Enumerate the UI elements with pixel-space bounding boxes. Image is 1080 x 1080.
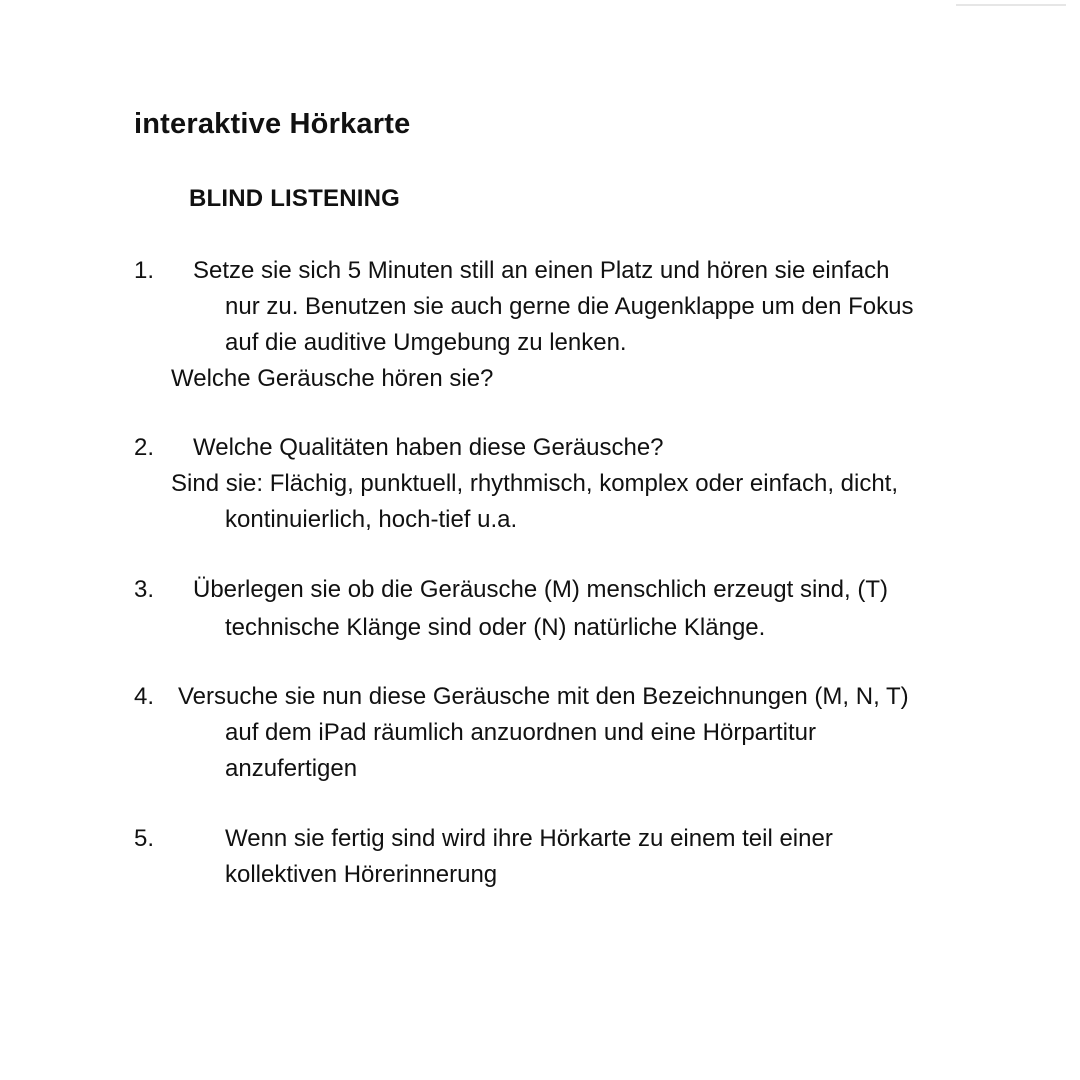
item-2-line-2: Sind sie: Flächig, punktuell, rhythmisch, komplex oder einfach, dicht, (171, 470, 899, 497)
item-3-line-1: Überlegen sie ob die Geräusche (M) menschlich erzeugt sind, (T) (193, 576, 888, 603)
item-4-line-3: anzufertigen (225, 755, 358, 782)
corner-mark (956, 0, 1066, 6)
item-1-line-1: Setze sie sich 5 Minuten still an einen Platz und hören sie einfach (193, 257, 890, 284)
item-1-line-3: auf die auditive Umgebung zu lenken. (225, 329, 627, 356)
item-5-number: 5. (134, 825, 155, 852)
item-1-number: 1. (134, 257, 155, 284)
item-5-line-1: Wenn sie fertig sind wird ihre Hörkarte zu einem teil einer (225, 825, 833, 852)
item-4-number: 4. (134, 683, 155, 710)
item-2-number: 2. (134, 434, 155, 461)
item-3-line-2: technische Klänge sind oder (N) natürliche Klänge. (225, 614, 766, 641)
item-3-number: 3. (134, 576, 155, 603)
item-1-line-2: nur zu. Benutzen sie auch gerne die Augenklappe um den Fokus (225, 293, 914, 320)
item-5-line-2: kollektiven Hörerinnerung (225, 861, 498, 888)
item-1-line-4: Welche Geräusche hören sie? (171, 365, 494, 392)
section-heading: BLIND LISTENING (189, 185, 400, 212)
item-4-line-1: Versuche sie nun diese Geräusche mit den Bezeichnungen (M, N, T) (178, 683, 909, 710)
item-2-line-3: kontinuierlich, hoch-tief u.a. (225, 506, 518, 533)
page-title: interaktive Hörkarte (134, 108, 411, 140)
item-2-line-1: Welche Qualitäten haben diese Geräusche? (193, 434, 664, 461)
item-4-line-2: auf dem iPad räumlich anzuordnen und eine Hörpartitur (225, 719, 817, 746)
